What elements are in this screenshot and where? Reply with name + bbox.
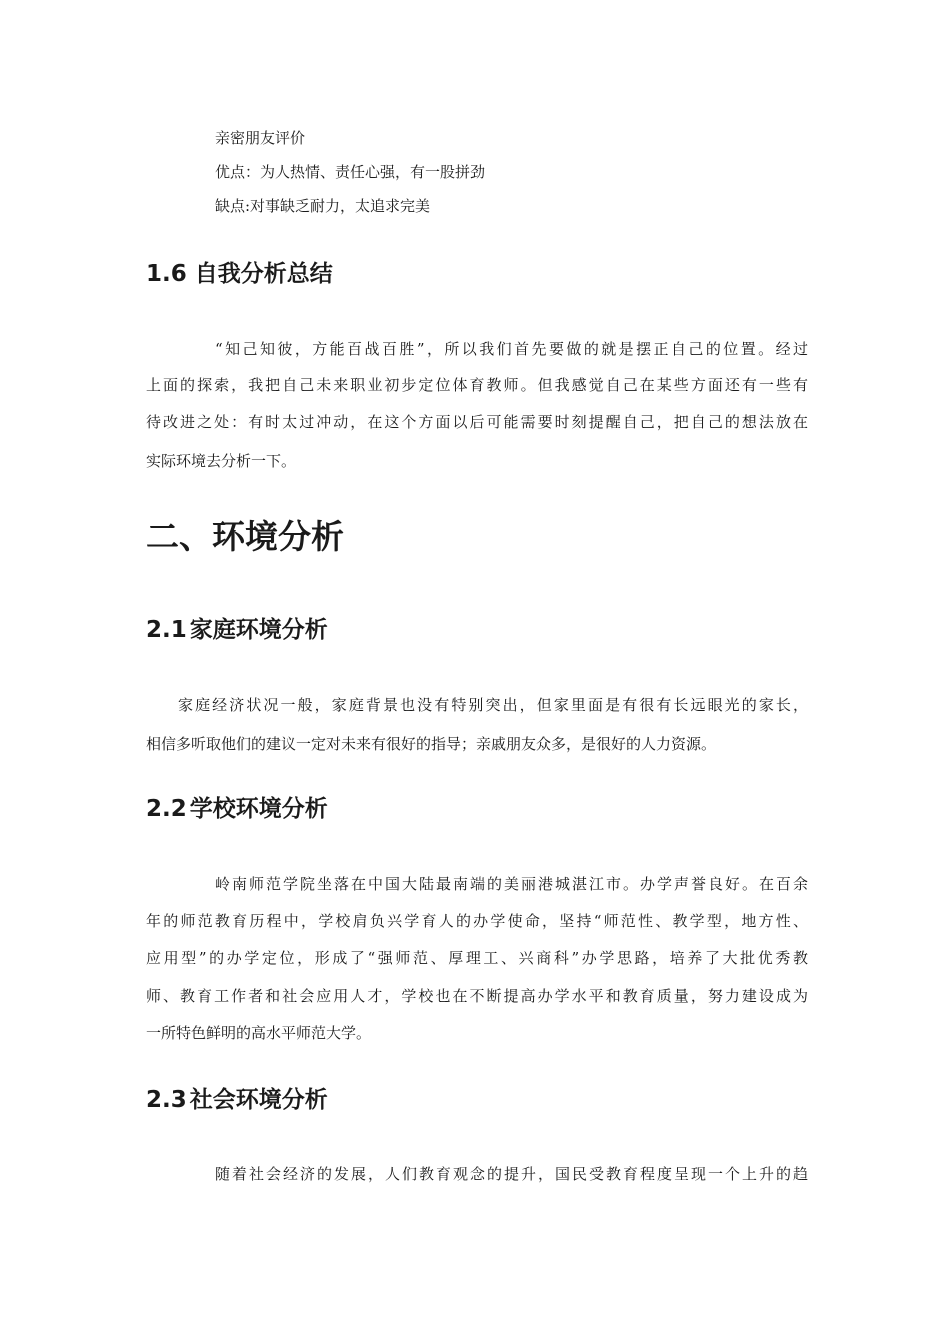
paragraph-line: 待改进之处：有时太过冲动，在这个方面以后可能需要时刻提醒自己，把自己的想法放在 [146,413,808,431]
paragraph-line: 家庭经济状况一般，家庭背景也没有特别突出，但家里面是有很有长远眼光的家长， [178,696,808,714]
section-number: 2.2 [146,796,187,822]
paragraph-line: 上面的探索，我把自己未来职业初步定位体育教师。但我感觉自己在某些方面还有一些有 [146,376,808,394]
paragraph-line: 岭南师范学院坐落在中国大陆最南端的美丽港城湛江市。办学声誉良好。在百余 [215,875,808,893]
section-number: 1.6 [146,261,187,287]
section-heading-2-2 [146,794,328,824]
paragraph-line: 随着社会经济的发展，人们教育观念的提升，国民受教育程度呈现一个上升的趋 [215,1165,808,1183]
section-title: 自我分析总结 [194,261,333,287]
paragraph-line: 相信多听取他们的建议一定对未来有很好的指导；亲戚朋友众多，是很好的人力资源。 [146,735,717,753]
section-title: 学校环境分析 [189,796,328,822]
section-title: 社会环境分析 [189,1087,328,1113]
section-number: 2.1 [146,617,187,643]
friend-eval-cons: 缺点:对事缺乏耐力，太追求完美 [215,197,431,215]
paragraph-line: 应用型”的办学定位，形成了“强师范、厚理工、兴商科”办学思路，培养了大批优秀教 [146,949,808,967]
section-heading-1-6 [146,259,333,289]
paragraph-line: 师、教育工作者和社会应用人才，学校也在不断提高办学水平和教育质量，努力建设成为 [146,987,808,1005]
friend-eval-pros: 优点：为人热情、责任心强，有一股拼劲 [215,163,486,181]
section-number: 2.3 [146,1087,187,1113]
paragraph-line: “知己知彼，方能百战百胜”，所以我们首先要做的就是摆正自己的位置。经过 [215,340,808,358]
friend-eval-title: 亲密朋友评价 [215,129,306,147]
paragraph-line: 一所特色鲜明的高水平师范大学。 [146,1024,372,1042]
section-heading-2-3 [146,1085,328,1115]
paragraph-line: 年的师范教育历程中，学校肩负兴学育人的办学使命，坚持“师范性、教学型，地方性、 [146,912,808,930]
paragraph-line: 实际环境去分析一下。 [146,452,297,470]
section-title: 家庭环境分析 [189,617,328,643]
chapter-heading: 二、环境分析 [146,517,344,556]
section-heading-2-1 [146,615,328,645]
